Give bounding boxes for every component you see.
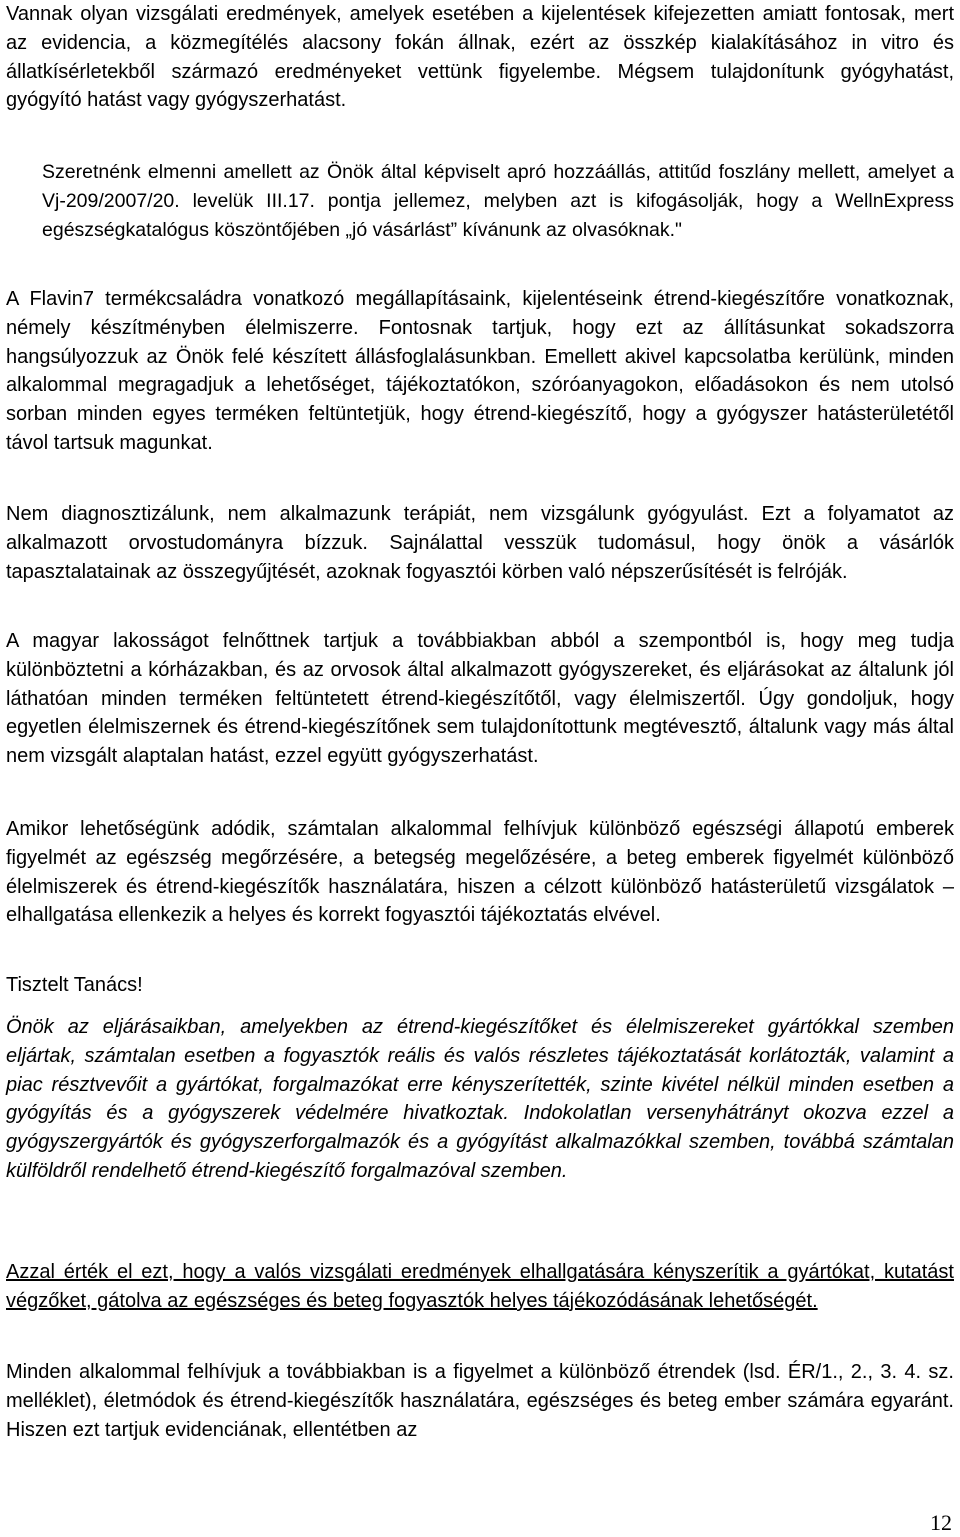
paragraph-quoted-objection: Szeretnénk elmenni amellett az Önök által képviselt apró hozzáállás, attitűd foszlány mellett, amelyet a Vj-209/2007/20. levelük III.17. pontja jellemez, melyben azt is kifogásolják, hogy a WellnExpress egészségkatalógus köszöntőjében „jó vásárlást” kívánunk az olvasóknak." (42, 161, 954, 241)
page-number: 12 (930, 1510, 952, 1535)
paragraph-health-awareness: Amikor lehetőségünk adódik, számtalan alkalommal felhívjuk különböző egészségi állapotú emberek figyelmét az egészség megőrzésére, a betegség megelőzésére, a beteg emberek figyelmét különböző élelmiszerek és étrend-kiegészítők használatára, hiszen a célzott különböző hatásterületű vizsgálatok – elhallgatása ellenkezik a helyes és korrekt fogyasztói tájékoztatás elvével. (6, 818, 954, 927)
paragraph-proceedings-italic: Önök az eljárásaikban, amelyekben az étrend-kiegészítőket és élelmiszereket gyártókkal szemben eljártak, számtalan esetben a fogyasztók reális és valós részletes tájékoztatását korlátozták, valamint a piac résztvevőit a gyártókat, forgalmazókat erre kényszerítették, szinte kivétel nélkül minden esetben a gyógyítás és a gyógyszerek védelmére hivatkoztak. Indokolatlan versenyhátrányt okozva ezzel a gyógyszergyártók és gyógyszerforgalmazók és a gyógyítást alkalmazókkal szemben, továbbá számtalan külföldről rendelhető étrend-kiegészítő forgalmazóval szemben. (6, 1016, 954, 1182)
paragraph-hungarian-population: A magyar lakosságot felnőttnek tartjuk a továbbiakban abból a szempontból is, hogy meg tudja különböztetni a kórházakban, és az orvosok által alkalmazott gyógyszereket, és eljárásokat az általunk jól láthatóan minden terméken feltüntetett étrend-kiegészítőtől, vagy élelmiszertől. Úgy gondoljuk, hogy egyetlen élelmiszernek és étrend-kiegészítőnek sem tulajdonítottunk megtévesztő, általunk vagy más által nem vizsgált alaptalan hatást, ezzel együtt gyógyszerhatást. (6, 630, 954, 768)
paragraph-evidence: Vannak olyan vizsgálati eredmények, amelyek esetében a kijelentések kifejezetten amiatt fontosak, mert az evidencia, a közmegítélés alacsony fokán állnak, ezért az összkép kialakításához in vitro és állatkísérletekből származó eredményeket vettünk figyelembe. Mégsem tulajdonítunk gyógyhatást, gyógyító hatást vagy gyógyszerhatást. (6, 3, 954, 112)
paragraph-flavin7: A Flavin7 termékcsaládra vonatkozó megállapításaink, kijelentéseink étrend-kiegészítőre vonatkoznak, némely készítményben élelmiszerre. Fontosnak tartjuk, hogy ezt az állításunkat sokadszorra hangsúlyozzuk az Önök felé készített állásfoglalásunkban. Emellett akivel kapcsolatba kerülünk, minden alkalommal megragadjuk a lehetőséget, tájékoztatókon, szóróanyagokon, előadásokon és nem utolsó sorban minden egyes terméken feltüntetjük, hogy étrend-kiegészítő, hogy a gyógyszer hatásterületétől távol tartsuk magunkat. (6, 288, 954, 454)
paragraph-no-diagnosis: Nem diagnosztizálunk, nem alkalmazunk terápiát, nem vizsgálunk gyógyulást. Ezt a folyamatot az alkalmazott orvostudományra bízzuk. Sajnálattal vesszük tudomásul, hogy önök a vásárlók tapasztalatainak az összegyűjtését, azoknak fogyasztói körben való népszerűsítését is felróják. (6, 503, 954, 583)
salutation: Tisztelt Tanács! (6, 974, 143, 996)
paragraph-diets: Minden alkalommal felhívjuk a továbbiakban is a figyelmet a különböző étrendek (lsd. ÉR/1., 2., 3. 4. sz. melléklet), életmódok és étrend-kiegészítők használatára, egészséges és beteg ember számára egyaránt. Hiszen ezt tartjuk evidenciának, ellentétben az (6, 1361, 954, 1441)
paragraph-underlined-statement: Azzal érték el ezt, hogy a valós vizsgálati eredmények elhallgatására kényszerítik a gyártókat, kutatást végzőket, gátolva az egészséges és beteg fogyasztók helyes tájékozódásának lehetőségét. (6, 1261, 954, 1312)
